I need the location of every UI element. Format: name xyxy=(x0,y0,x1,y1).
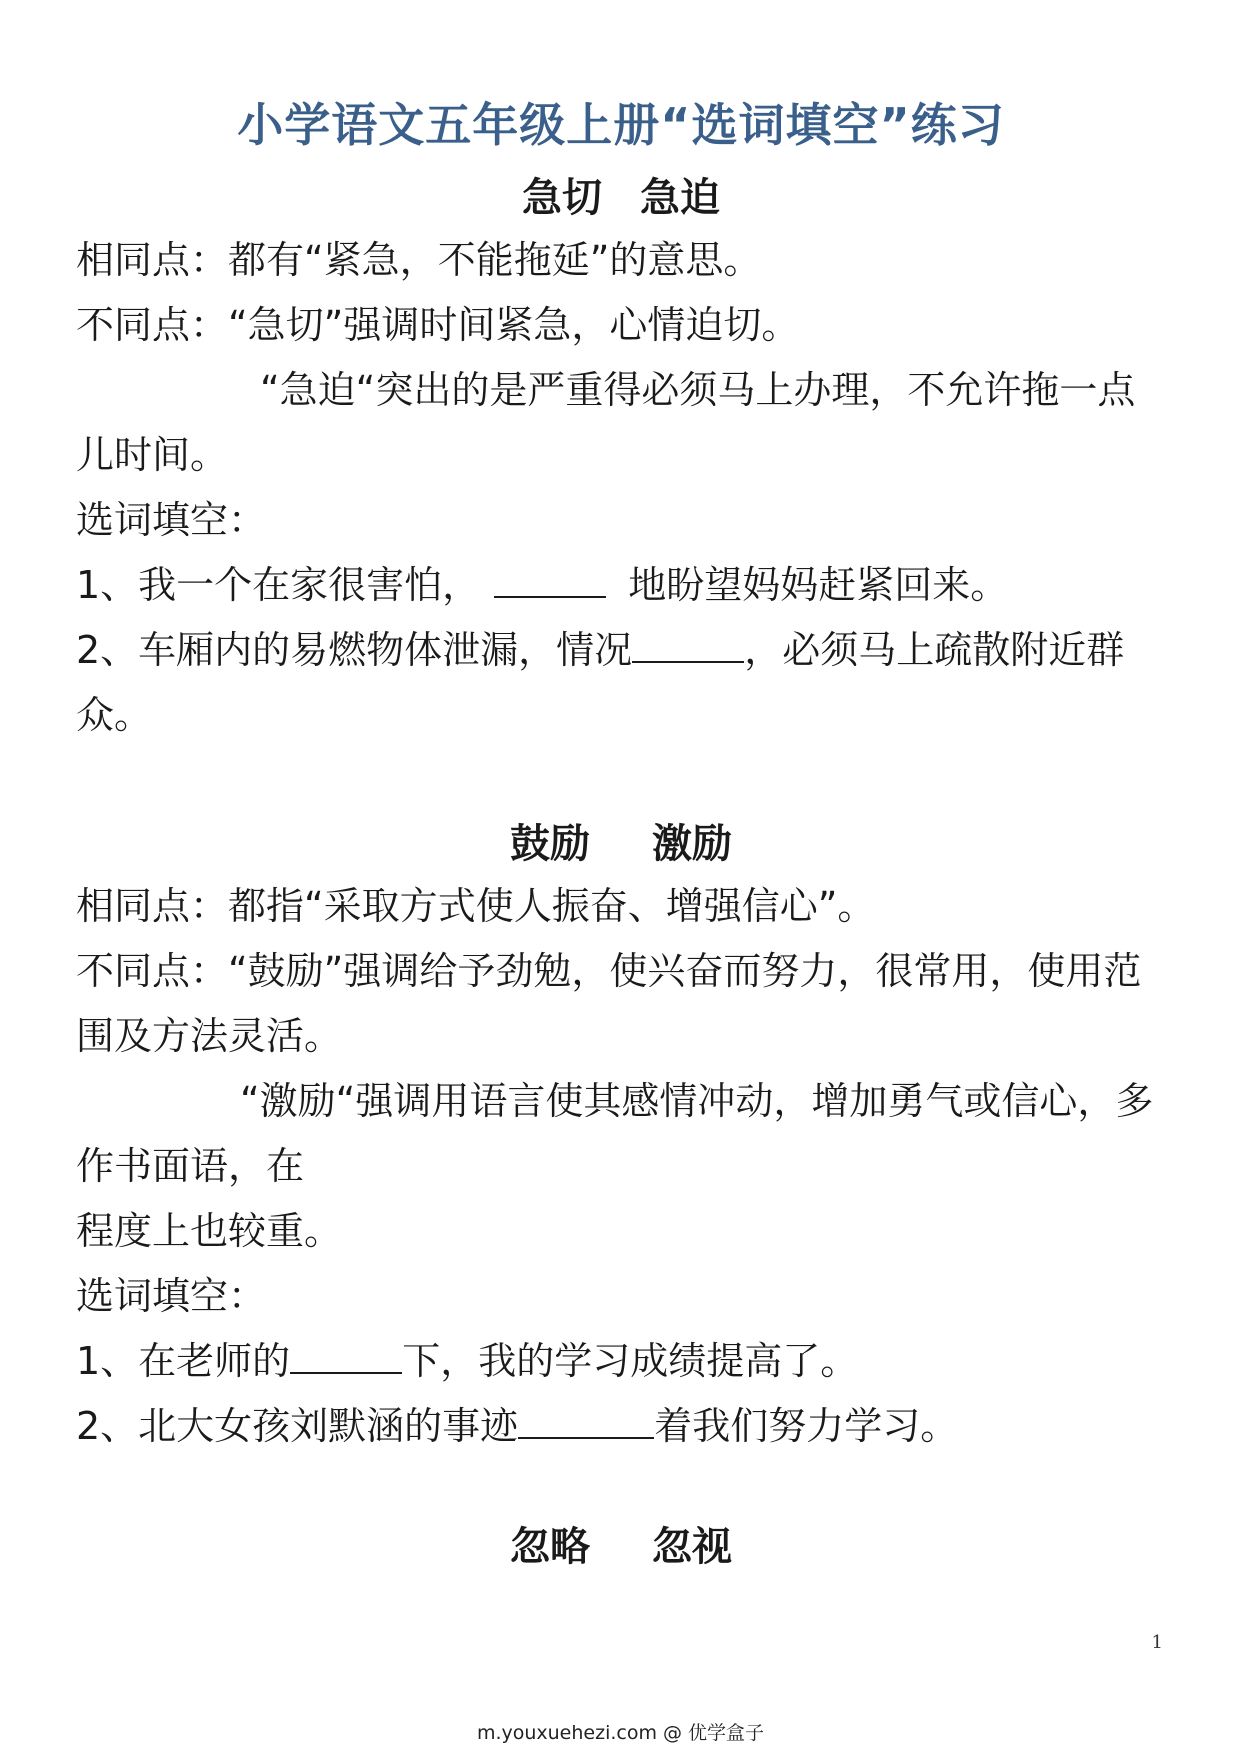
question-2 xyxy=(76,618,1166,748)
question-1-after: 下，我的学习成绩提高了。 xyxy=(402,1339,859,1383)
word-b: 忽视 xyxy=(652,1524,732,1570)
section-heading xyxy=(76,168,1166,228)
exercise-label: 选词填空： xyxy=(76,498,267,542)
answer-blank[interactable] xyxy=(494,558,606,598)
question-2 xyxy=(76,1394,1166,1459)
difference-text-2a: “激励“强调用语言使其感情冲动，增加勇气或信心，多作书面语，在 xyxy=(76,1079,1154,1188)
document-title: 小学语文五年级上册“选词填空”练习 xyxy=(237,98,1005,152)
difference-text-1: 不同点：“急切”强调时间紧急，心情迫切。 xyxy=(76,303,800,347)
difference-text-1: 不同点：“鼓励”强调给予劲勉，使兴奋而努力，很常用，使用范围及方法灵活。 xyxy=(76,949,1142,1058)
word-a: 急切 xyxy=(522,175,602,221)
question-1-before: 1、在老师的 xyxy=(76,1339,291,1383)
section-hulue-hushi xyxy=(76,1517,1166,1577)
section-heading xyxy=(76,814,1166,874)
word-a: 忽略 xyxy=(510,1524,590,1570)
question-1 xyxy=(76,553,1166,618)
section-gap xyxy=(76,748,1166,814)
section-heading xyxy=(76,1517,1166,1577)
answer-blank[interactable] xyxy=(632,623,744,663)
footer-watermark: m.youxuehezi.com @ 优学盒子 xyxy=(476,1722,765,1744)
section-guli-jili xyxy=(76,814,1166,1459)
page-number: 1 xyxy=(1151,1632,1163,1653)
section-gap xyxy=(76,1459,1166,1517)
answer-blank[interactable] xyxy=(518,1399,654,1439)
word-b: 激励 xyxy=(652,821,732,867)
question-1-after: 地盼望妈妈赶紧回来。 xyxy=(628,563,1009,607)
question-1-before: 1、我一个在家很害怕， xyxy=(76,563,481,607)
exercise-label: 选词填空： xyxy=(76,1274,267,1318)
difference-text-2: “急迫“突出的是严重得必须马上办理，不允许拖一点儿时间。 xyxy=(76,368,1136,477)
document-content xyxy=(76,92,1166,1577)
question-2-after: ，必须马上疏散附近群众。 xyxy=(76,628,1125,737)
question-1 xyxy=(76,1329,1166,1394)
difference-text-2b: 程度上也较重。 xyxy=(76,1209,343,1253)
similarity-text: 相同点：都有“紧急，不能拖延”的意思。 xyxy=(76,238,762,282)
answer-blank[interactable] xyxy=(290,1334,402,1374)
question-2-before: 2、车厢内的易燃物体泄漏，情况 xyxy=(76,628,633,672)
word-a: 鼓励 xyxy=(510,821,590,867)
question-2-after: 着我们努力学习。 xyxy=(654,1404,959,1448)
question-2-before: 2、北大女孩刘默涵的事迹 xyxy=(76,1404,519,1448)
section-jiqie-jipo xyxy=(76,168,1166,748)
word-b: 急迫 xyxy=(640,175,720,221)
similarity-text: 相同点：都指“采取方式使人振奋、增强信心”。 xyxy=(76,884,876,928)
